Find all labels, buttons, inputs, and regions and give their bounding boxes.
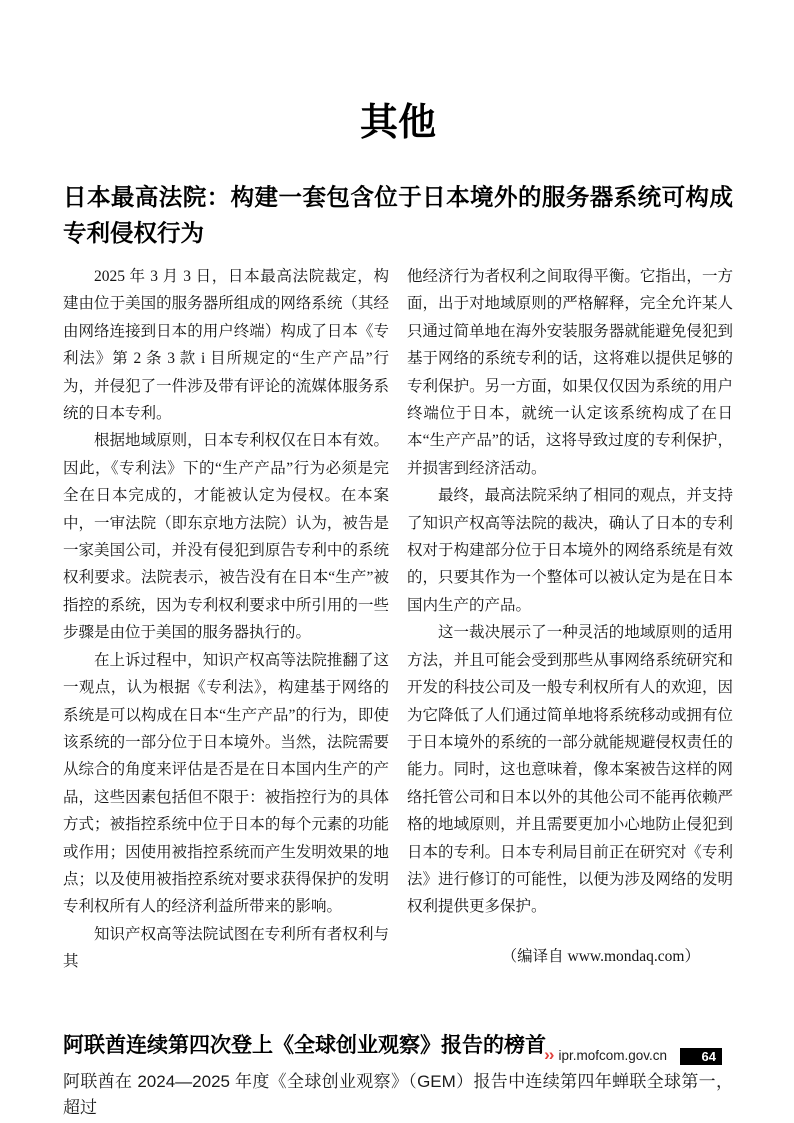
two-column-body	[63, 263, 733, 976]
paragraph: 2025 年 3 月 3 日，日本最高法院裁定，构建由位于美国的服务器所组成的网络系统（其经由网络连接到日本的用户终端）构成了日本《专利法》第 2 条 3 款 i 目所规定的“生产产品”行为，并侵犯了一件涉及带有评论的流媒体服务系统的日本专利。	[63, 268, 389, 423]
page-number-badge: 64	[680, 1048, 722, 1065]
right-column	[407, 263, 733, 976]
left-column	[63, 263, 389, 976]
article2-heading: 阿联酋连续第四次登上《全球创业观察》报告的榜首	[63, 1033, 546, 1057]
article1-heading: 日本最高法院：构建一套包含位于日本境外的服务器系统可构成专利侵权行为	[63, 184, 733, 246]
page-footer	[544, 1047, 722, 1065]
paragraph: 根据地域原则，日本专利权仅在日本有效。因此，《专利法》下的“生产产品”行为必须是完全在日本完成的，才能被认定为侵权。在本案中，一审法院（即东京地方法院）认为，被告是一家美国公司，并没有侵犯到原告专利中的系统权利要求。法院表示，被告没有在日本“生产”被指控的系统，因为专利权利要求中所引用的一些步骤是由位于美国的服务器执行的。	[63, 432, 389, 642]
footer-site-url: ipr.mofcom.gov.cn	[558, 1048, 667, 1063]
paragraph: 他经济行为者权利之间取得平衡。它指出，一方面，出于对地域原则的严格解释，完全允许某人只通过简单地在海外安装服务器就能避免侵犯到基于网络的系统专利的话，这将难以提供足够的专利保护。另一方面，如果仅仅因为系统的用户终端位于日本，就统一认定该系统构成了在日本“生产产品”的话，这将导致过度的专利保护，并损害到经济活动。	[407, 268, 733, 477]
paragraph: 知识产权高等法院试图在专利所有者权利与其	[63, 925, 389, 971]
article-uae-gem-report	[63, 1031, 733, 1121]
paragraph: 在上诉过程中，知识产权高等法院推翻了这一观点，认为根据《专利法》，构建基于网络的系统是可以构成在日本“生产产品”的行为，即使该系统的一部分位于日本境外。当然，法院需要从综合的角度来评估是否是在日本国内生产的产品，这些因素包括但不限于：被指控行为的具体方式；被指控系统中位于日本的每个元素的功能或作用；因使用被指控系统而产生发明效果的地点；以及使用被指控系统对要求获得保护的发明专利权所有人的经济利益所带来的影响。	[63, 651, 389, 916]
paragraph: 这一裁决展示了一种灵活的地域原则的适用方法，并且可能会受到那些从事网络系统研究和开发的科技公司及一般专利权所有人的欢迎，因为它降低了人们通过简单地将系统移动或拥有位于日本境外的系统的一部分就能规避侵权责任的能力。同时，这也意味着，像本案被告这样的网络托管公司和日本以外的其他公司不能再依赖严格的地域原则，并且需要更加小心地防止侵犯到日本的专利。日本专利局目前正在研究对《专利法》进行修订的可能性，以便为涉及网络的发明权利提供更多保护。	[407, 624, 733, 916]
chevron-right-icon: ››	[544, 1045, 554, 1064]
paragraph: 最终，最高法院采纳了相同的观点，并支持了知识产权高等法院的裁决，确认了日本的专利权对于构建部分位于日本境外的网络系统是有效的，只要其作为一个整体可以被认定为是在日本国内生产的产品。	[407, 487, 733, 614]
article-japan-supreme-court	[63, 179, 733, 976]
page-title: 其他	[359, 102, 436, 144]
source-attribution: （编译自 www.mondaq.com）	[501, 947, 700, 965]
article2-intro: 阿联酋在 2024—2025 年度《全球创业观察》（GEM）报告中连续第四年蝉联全球第一，超过	[63, 1071, 733, 1117]
